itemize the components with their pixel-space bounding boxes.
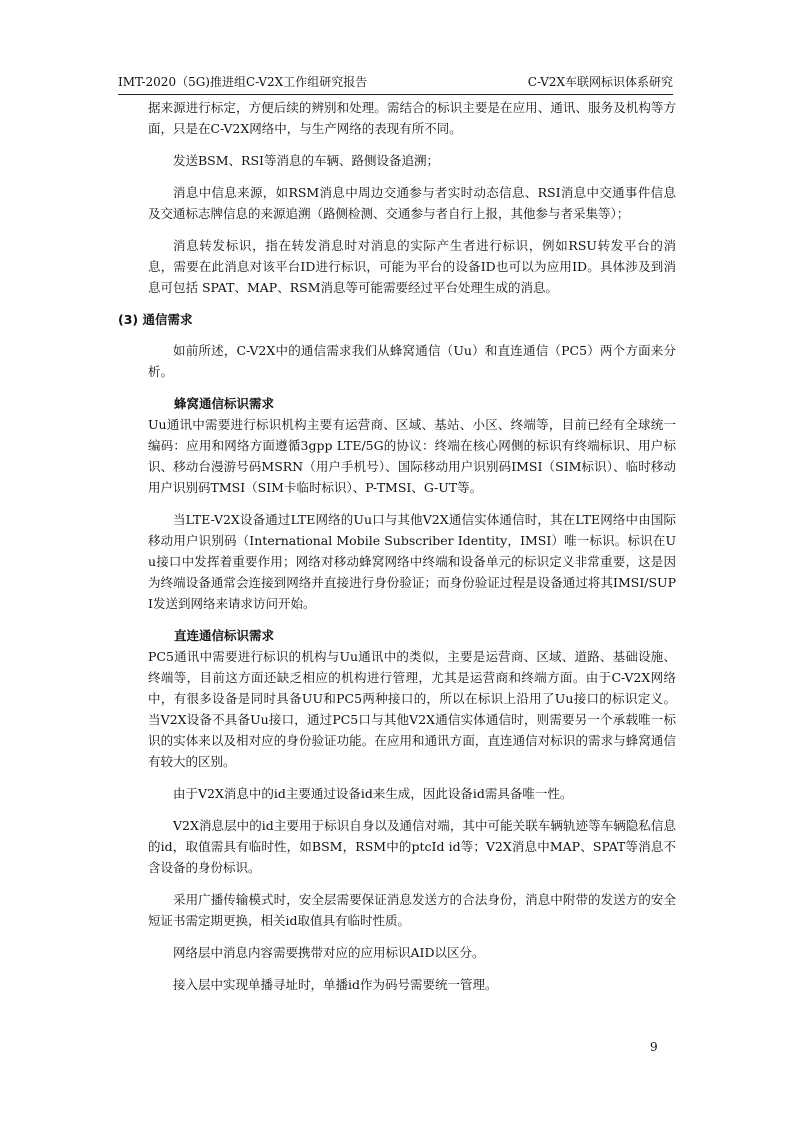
paragraph: 当LTE-V2X设备通过LTE网络的Uu口与其他V2X通信实体通信时，其在LTE网络中由国际移动用户识别码（International Mobile Subscriber Identity，IMSI）唯一标识。标识在Uu接口中发挥着重要作用；网络对移动蜂窝网络中终端和设备单元的标识定义非常重要，这是因为终端设备通常会连接到网络并直接进行身份验证；而身份验证过程是设备通过将其IMSI/SUPI发送到网络来请求访问开始。 [148,512,676,611]
document-body [118,97,676,1006]
header-topic-title: C-V2X车联网标识体系研究 [527,75,673,89]
paragraph: PC5通讯中需要进行标识的机构与Uu通讯中的类似，主要是运营商、区域、道路、基础设施、终端等，目前这方面还缺乏相应的机构进行管理，尤其是运营商和终端方面。由于C-V2X网络中，有很多设备是同时具备UU和PC5两种接口的，所以在标识上沿用了Uu接口的标识定义。当V2X设备不具备Uu接口，通过PC5口与其他V2X通信实体通信时，则需要另一个承载唯一标识的实体来以及相对应的身份验证功能。在应用和通讯方面，直连通信对标识的需求与蜂窝通信有较大的区别。 [148,649,676,769]
paragraph: 消息转发标识，指在转发消息时对消息的实际产生者进行标识，例如RSU转发平台的消息，需要在此消息对该平台ID进行标识，可能为平台的设备ID也可以为应用ID。具体涉及到消息可包括 SPAT、MAP、RSM消息等可能需要经过平台处理生成的消息。 [148,238,676,295]
paragraph: 据来源进行标定，方便后续的辨别和处理。需结合的标识主要是在应用、通讯、服务及机构等方面，只是在C-V2X网络中，与生产网络的表现有所不同。 [148,100,676,136]
subsection-heading: 直连通信标识需求 [174,628,275,643]
page-number: 9 [650,1040,658,1054]
paragraph: 接入层中实现单播寻址时，单播id作为码号需要统一管理。 [173,977,498,992]
section-heading: (3) 通信需求 [118,312,193,327]
paragraph: 由于V2X消息中的id主要通过设备id来生成，因此设备id需具备唯一性。 [173,786,573,801]
paragraph: 消息中信息来源，如RSM消息中周边交通参与者实时动态信息、RSI消息中交通事件信息及交通标志牌信息的来源追溯（路侧检测、交通参与者自行上报，其他参与者采集等）； [148,185,676,221]
paragraph: 发送BSM、RSI等消息的车辆、路侧设备追溯； [173,153,439,168]
paragraph: Uu通讯中需要进行标识机构主要有运营商、区域、基站、小区、终端等，目前已经有全球统一编码：应用和网络方面遵循3gpp LTE/5G的协议：终端在核心网侧的标识有终端标识、用户标识、移动台漫游号码MSRN（用户手机号）、国际移动用户识别码IMSI（SIM标识）、临时移动用户识别码TMSI（SIM卡临时标识）、P-TMSI、G-UT等。 [148,417,676,495]
subsection-heading: 蜂窝通信标识需求 [174,396,275,411]
page-header [118,72,673,95]
paragraph: 网络层中消息内容需要携带对应的应用标识AID以区分。 [173,945,485,960]
header-report-title: IMT-2020（5G)推进组C-V2X工作组研究报告 [118,75,368,89]
paragraph: 采用广播传输模式时，安全层需要保证消息发送方的合法身份，消息中附带的发送方的安全短证书需定期更换，相关id取值具有临时性质。 [148,892,676,928]
paragraph: V2X消息层中的id主要用于标识自身以及通信对端，其中可能关联车辆轨迹等车辆隐私信息的id，取值需具有临时性，如BSM，RSM中的ptcId id等；V2X消息中MAP、SPAT等消息不含设备的身份标识。 [148,818,676,875]
paragraph: 如前所述，C-V2X中的通信需求我们从蜂窝通信（Uu）和直连通信（PC5）两个方面来分析。 [148,343,676,379]
